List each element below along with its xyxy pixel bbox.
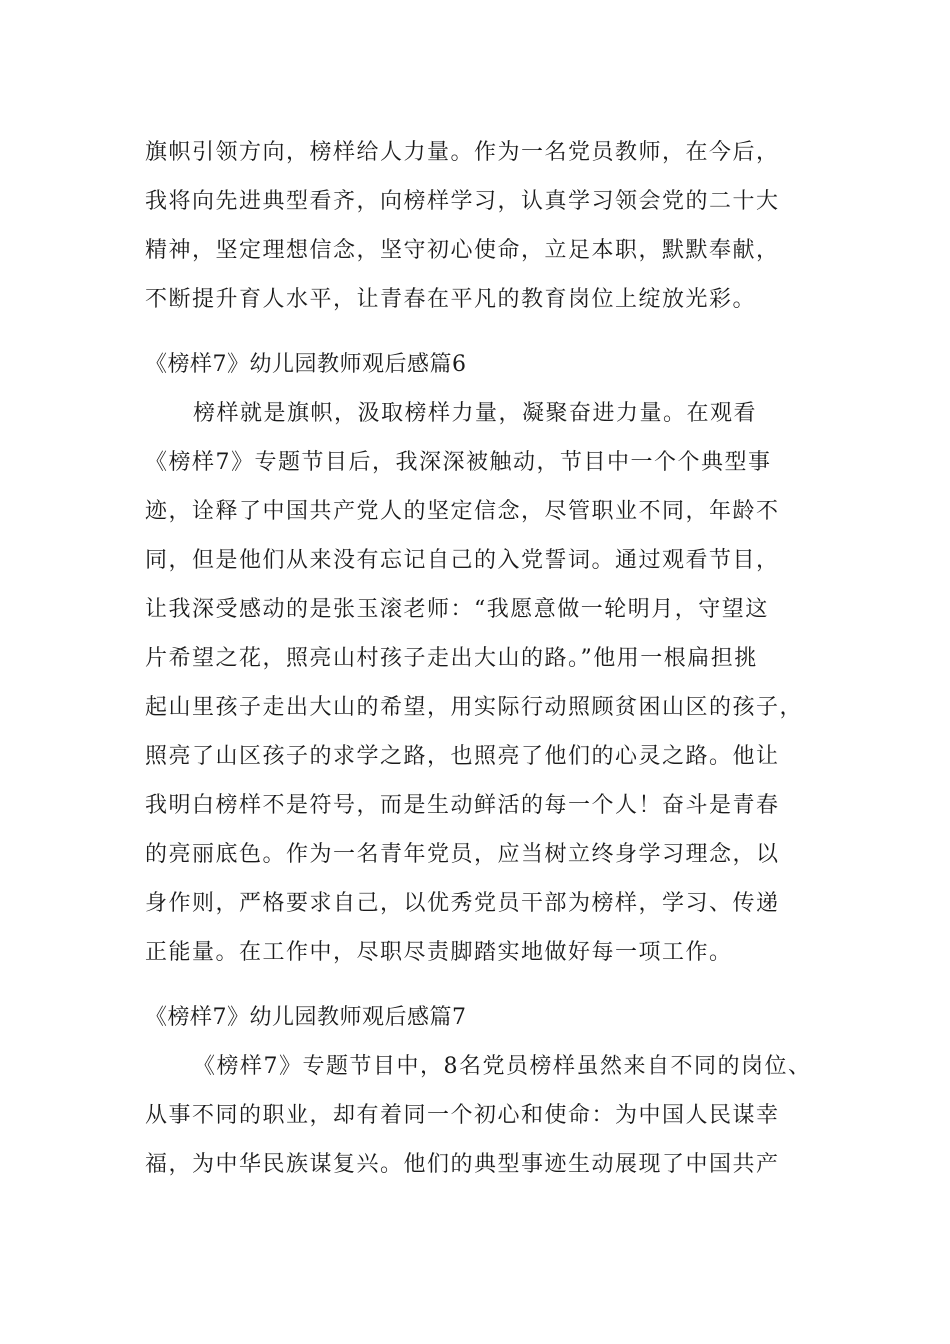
paragraph-line: 同，但是他们从来没有忘记自己的入党誓词。通过观看节目，	[145, 548, 780, 573]
paragraph-line: 起山里孩子走出大山的希望，用实际行动照顾贫困山区的孩子，	[145, 695, 804, 720]
paragraph-line: 让我深受感动的是张玉滚老师：“我愿意做一轮明月，守望这	[145, 597, 769, 622]
paragraph-line: 的亮丽底色。作为一名青年党员，应当树立终身学习理念，以	[145, 842, 780, 867]
section-heading-7: 《榜样7》幼儿园教师观后感篇7	[145, 1005, 467, 1030]
paragraph-line: 榜样就是旗帜，汲取榜样力量，凝聚奋进力量。在观看	[193, 401, 758, 426]
paragraph-line: 从事不同的职业，却有着同一个初心和使命：为中国人民谋幸	[145, 1103, 780, 1128]
paragraph-line: 照亮了山区孩子的求学之路，也照亮了他们的心灵之路。他让	[145, 744, 780, 769]
paragraph-line: 福，为中华民族谋复兴。他们的典型事迹生动展现了中国共产	[145, 1152, 780, 1177]
paragraph-line: 我明白榜样不是符号，而是生动鲜活的每一个人！奋斗是青春	[145, 793, 780, 818]
paragraph-line: 正能量。在工作中，尽职尽责脚踏实地做好每一项工作。	[145, 940, 733, 965]
paragraph-line: 片希望之花，照亮山村孩子走出大山的路。”他用一根扁担挑	[145, 646, 758, 671]
paragraph-line: 精神，坚定理想信念，坚守初心使命，立足本职，默默奉献，	[145, 238, 780, 263]
paragraph-line: 迹，诠释了中国共产党人的坚定信念，尽管职业不同，年龄不	[145, 499, 780, 524]
paragraph-line: 《榜样7》专题节目后，我深深被触动，节目中一个个典型事	[145, 450, 772, 475]
paragraph-line: 旗帜引领方向，榜样给人力量。作为一名党员教师，在今后，	[145, 140, 780, 165]
paragraph-line: 我将向先进典型看齐，向榜样学习，认真学习领会党的二十大	[145, 189, 780, 214]
paragraph-line: 不断提升育人水平，让青春在平凡的教育岗位上绽放光彩。	[145, 287, 757, 312]
paragraph-line: 《榜样7》专题节目中，8名党员榜样虽然来自不同的岗位、	[193, 1054, 812, 1079]
section-heading-6: 《榜样7》幼儿园教师观后感篇6	[145, 352, 467, 377]
paragraph-line: 身作则，严格要求自己，以优秀党员干部为榜样，学习、传递	[145, 891, 780, 916]
